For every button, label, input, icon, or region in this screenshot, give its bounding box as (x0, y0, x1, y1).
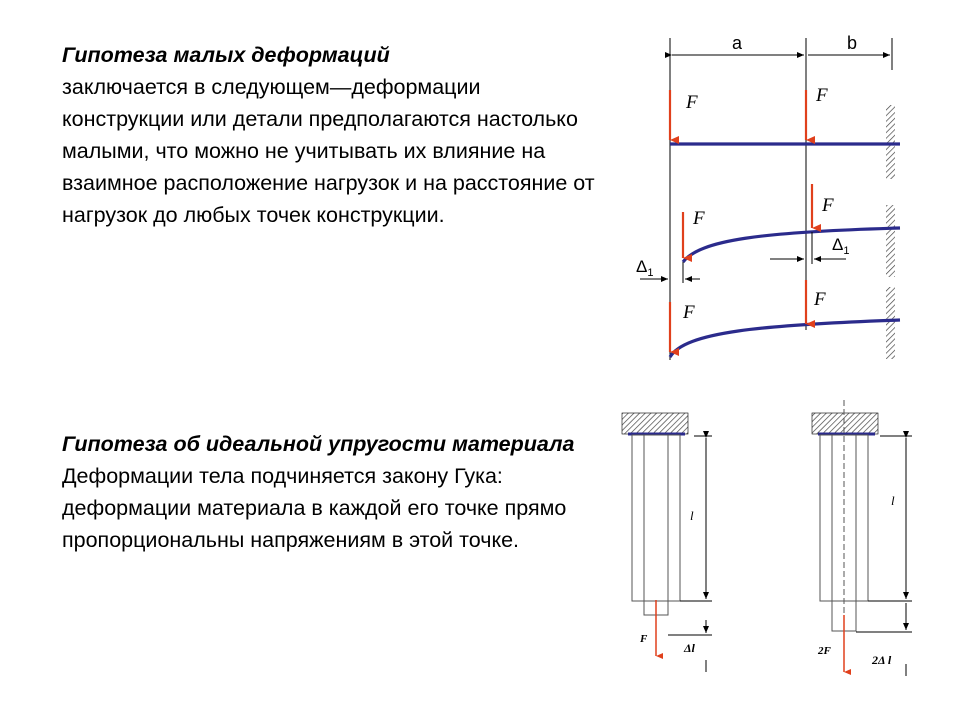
beam-deformed-2 (670, 320, 900, 357)
force-label-1a: F (686, 92, 698, 113)
force-label-3b: F (814, 289, 826, 310)
rod-2-length-label: l (891, 493, 895, 508)
wall-support-2 (886, 205, 895, 277)
delta-label-left: $\Delta_1$ (636, 257, 654, 279)
beam-diagram (636, 33, 900, 360)
rod-2-force-label: 2F (818, 645, 831, 657)
dimension-b-label: b (847, 33, 858, 53)
delta-label-right: $\Delta_1$ (832, 235, 850, 257)
rod-1-stretched (644, 435, 668, 615)
rod-2-elongation-label: 2Δ l (872, 653, 892, 667)
force-label-1b: F (816, 85, 828, 106)
hypothesis-small-deformations-body: заключается в следующем—деформации конструкции или детали предполагаются настолько малыми, что можно не учитывать их влияние на взаимное расположение нагрузок и на расстояние от нагрузок до любых точек конструкции. (62, 75, 595, 227)
wall-support-1 (886, 105, 895, 179)
rod-1-length-label: l (690, 508, 694, 523)
force-label-2b: F (822, 195, 834, 216)
rod-1-support (622, 413, 688, 434)
force-label-2a: F (693, 208, 705, 229)
wall-support-3 (886, 287, 895, 359)
hypothesis-ideal-elasticity-heading: Гипотеза об идеальной упругости материала (62, 432, 575, 456)
rod-1-elongation-label: Δl (684, 641, 695, 655)
rod-1-force-label: F (640, 633, 648, 645)
rod-diagram (622, 400, 912, 676)
dimension-a-label: a (732, 33, 743, 53)
force-label-3a: F (683, 302, 695, 323)
hypothesis-ideal-elasticity-body: Деформации тела подчиняется закону Гука: деформации материала в каждой его точке прямо пропорциональны напряжениям в этой точке. (62, 464, 567, 552)
rod-2-support (812, 413, 878, 434)
beam-deformed-1 (683, 228, 900, 262)
rod-1-original (632, 435, 680, 601)
hypothesis-small-deformations-heading: Гипотеза малых деформаций (62, 43, 390, 67)
